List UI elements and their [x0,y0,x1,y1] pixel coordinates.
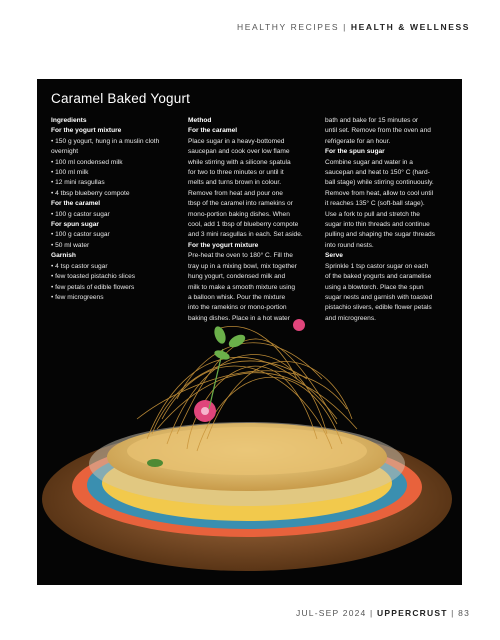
recipe-text-line: tray up in a mixing bowl, mix together [188,262,297,270]
recipe-subheading: Garnish [51,252,76,260]
recipe-text-line: refrigerate for an hour. [325,137,391,145]
recipe-text-line: bath and bake for 15 minutes or [325,117,419,124]
recipe-text-line: cool, add 1 tbsp of blueberry compote [188,221,299,229]
recipe-text-line: it reaches 135° C (soft-ball stage). [325,200,425,208]
recipe-text-line: until set. Remove from the oven and [325,127,431,135]
recipe-text-line: Remove from heat and pour one [188,189,283,197]
recipe-text-line: milk to make a smooth mixture using [188,283,296,291]
recipe-text-line: overnight [51,148,79,156]
page-header [237,22,470,32]
recipe-text-line: • 100 g castor sugar [51,231,110,239]
recipe-text-line: Combine sugar and water in a [325,158,413,166]
recipe-text-line: while stirring with a silicone spatula [188,158,291,166]
recipe-text-line: of the baked yogurts and caramelise [325,273,432,281]
recipe-text-line: baking dishes. Place in a hot water [188,314,290,322]
recipe-text-line: • 100 ml milk [51,169,89,177]
recipe-subheading: Serve [325,252,343,260]
issue-date: JUL-SEP 2024 [296,608,367,618]
recipe-subheading: Method [188,117,212,124]
recipe-subheading: For the yogurt mixture [188,241,259,249]
recipe-text-line: • 4 tbsp blueberry compote [51,189,130,197]
footer-separator-2: | [451,608,455,618]
page-footer [296,608,470,618]
recipe-text-line: • 100 g castor sugar [51,210,110,218]
recipe-text-line: mono-portion baking dishes. When [188,210,290,218]
recipe-text-line: Remove from heat, allow to cool until [325,189,434,197]
recipe-subheading: For the yogurt mixture [51,127,122,135]
recipe-photo [37,79,462,585]
recipe-text-line: • 50 ml water [51,241,90,249]
page-number: 83 [458,608,470,618]
recipe-subheading: For the caramel [51,200,101,208]
magazine-name: UPPERCRUST [377,608,448,618]
recipe-text-line: sugar nests and garnish with toasted [325,293,433,301]
recipe-text-line: for two to three minutes or until it [188,169,284,177]
recipe-text-line: saucepan and heat to 150° C (hard- [325,169,430,177]
recipe-text-line: ball stage) while stirring continuously. [325,179,434,187]
recipe-subheading: For spun sugar [51,221,99,229]
recipe-subheading: For the spun sugar [325,148,385,156]
recipe-text-line: • 12 mini rasgullas [51,179,105,187]
recipe-text-line: Place sugar in a heavy-bottomed [188,137,285,145]
recipe-text-line: • few petals of edible flowers [51,283,135,291]
recipe-text-line: saucepan and cook over low flame [188,148,290,156]
recipe-text-line: • 100 ml condensed milk [51,158,123,166]
recipe-text-line: and microgreens. [325,314,376,322]
recipe-text-line: Use a fork to pull and stretch the [325,210,420,218]
method-column [188,116,312,324]
recipe-text-line: and 3 mini rasgullas in each. Set aside. [188,231,303,239]
recipe-text-line: • 4 tsp castor sugar [51,262,108,270]
recipe-text-line: Pre-heat the oven to 180° C. Fill the [188,252,293,260]
recipe-title: Caramel Baked Yogurt [51,91,191,106]
recipe-text-line: using a blowtorch. Place the spun [325,283,424,291]
method-continued-column [325,116,453,324]
recipe-text-line: tbsp of the caramel into ramekins or [188,200,293,208]
category-label: HEALTH & WELLNESS [350,22,470,32]
recipe-text-line: into round nests. [325,241,374,249]
recipe-text-line: pulling and shaping the sugar threads [325,231,435,239]
recipe-text-line: into the ramekins or mono-portion [188,304,287,312]
recipe-text-line: Sprinkle 1 tsp castor sugar on each [325,262,429,270]
recipe-text-line: sugar into thin threads and continue [325,221,430,229]
recipe-text-line: • 150 g yogurt, hung in a muslin cloth [51,137,160,145]
ingredients-column [51,116,175,303]
recipe-subheading: Ingredients [51,117,87,124]
recipe-text-line: a balloon whisk. Pour the mixture [188,293,286,301]
recipe-text-line: pistachio slivers, edible flower petals [325,304,432,312]
header-separator: | [343,22,347,32]
recipe-subheading: For the caramel [188,127,238,135]
recipe-text-line: melts and turns brown in colour. [188,179,282,187]
recipe-text-line: • few microgreens [51,293,104,301]
recipe-text-line: • few toasted pistachio slices [51,273,136,281]
footer-separator: | [370,608,374,618]
section-label: HEALTHY RECIPES [237,22,340,32]
recipe-text-line: hung yogurt, condensed milk and [188,273,286,281]
